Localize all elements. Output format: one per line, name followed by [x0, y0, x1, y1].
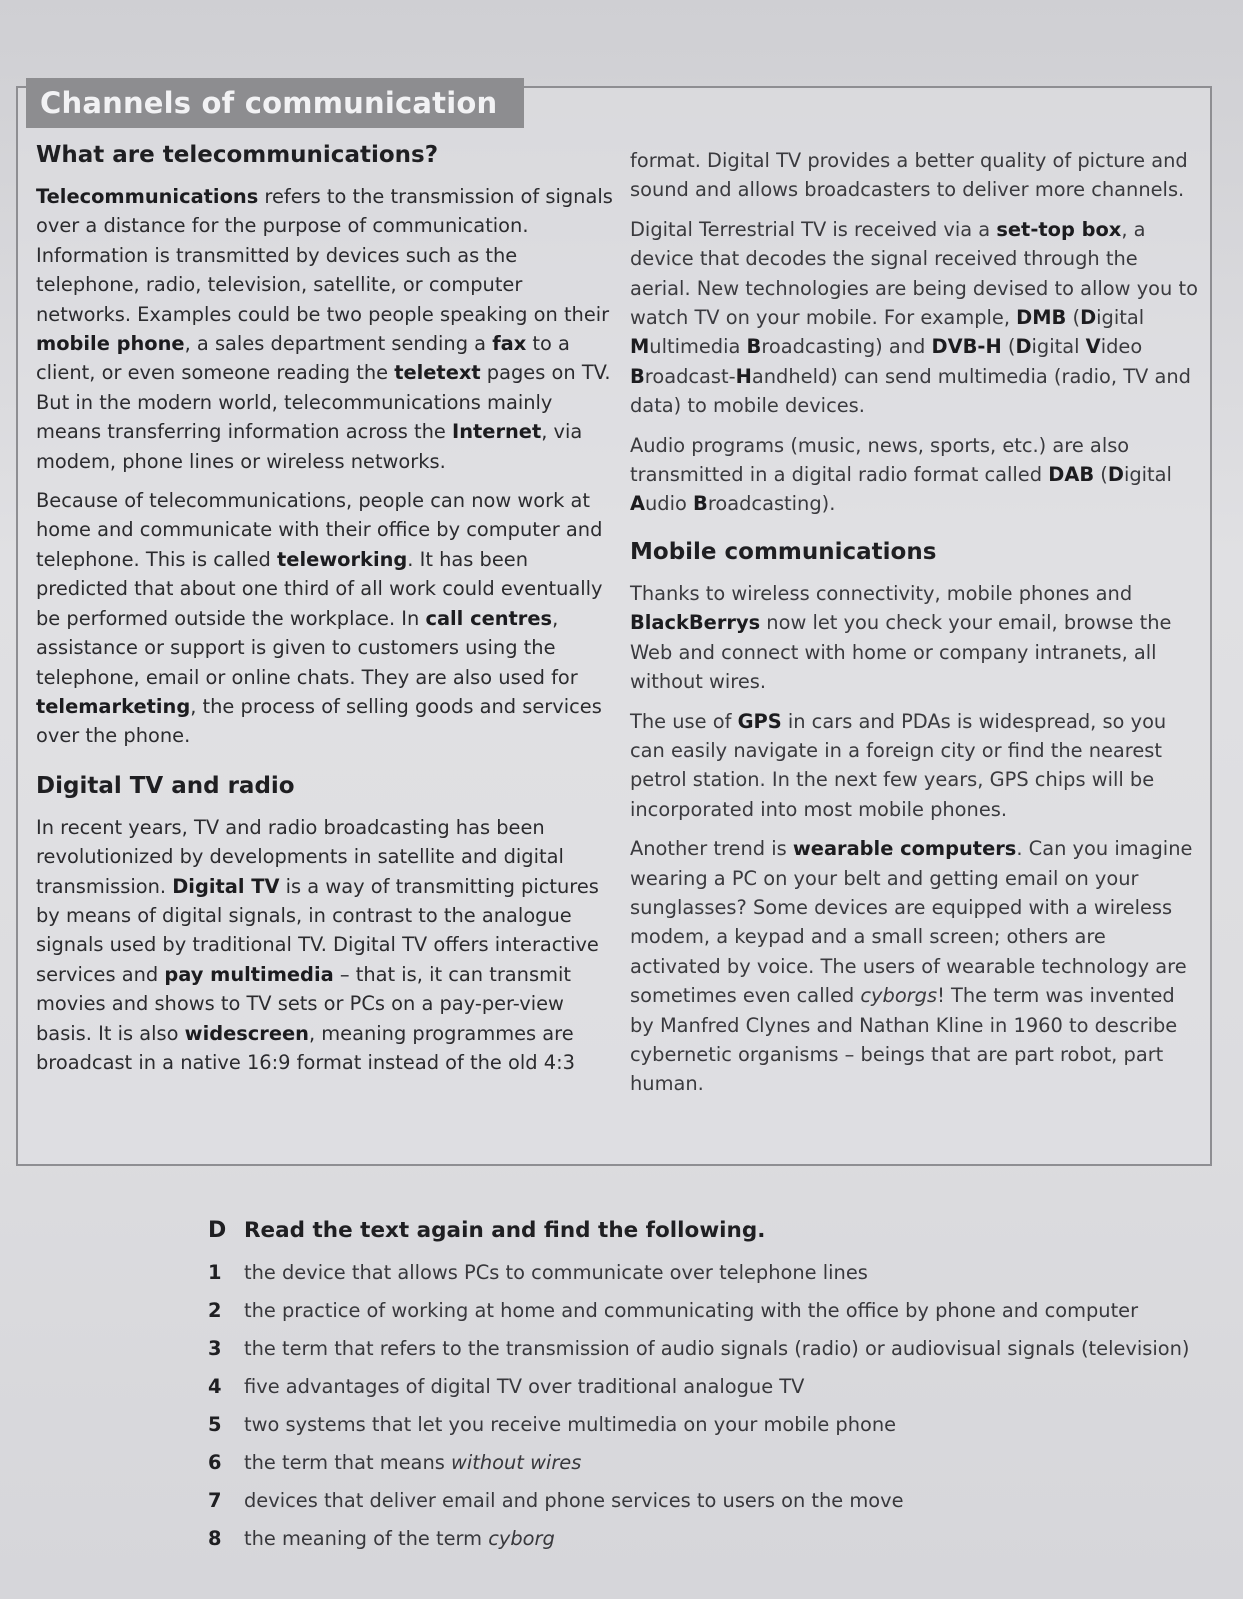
- paragraph-digital-tv-1-cont: format. Digital TV provides a better quality of picture and sound and allows broadcasters to deliver more channels.: [630, 149, 1188, 202]
- heading-digital-tv: Digital TV and radio: [36, 772, 295, 799]
- exercise-letter: D: [208, 1218, 227, 1243]
- exercise-item: 5 two systems that let you receive multimedia on your mobile phone: [208, 1412, 897, 1436]
- box-title: Channels of communication: [26, 78, 524, 128]
- paragraph-telecom-1: Telecommunications refers to the transmission of signals over a distance for the purpose of communication. Information is transmitted by devices such as the telephone, radio, television, satellite, or computer networks. Examples could be two people speaking on their mobile phone, a sales department sending a fax to a client, or even someone reading the teletext pages on TV. But in the modern world, telecommunications mainly means transferring information across the Internet, via modem, phone lines or wireless networks.: [36, 185, 613, 473]
- heading-mobile-communications: Mobile communications: [630, 538, 937, 565]
- paragraph-digital-tv-2: Digital Terrestrial TV is received via a set-top box, a device that decodes the signal received through the aerial. New technologies are being devised to allow you to watch TV on your mobile. For example, DMB (Digital Multimedia Broadcasting) and DVB-H (Digital Video Broadcast-Handheld) can send multimedia (radio, TV and data) to mobile devices.: [630, 217, 1198, 418]
- left-column: [36, 138, 616, 1087]
- paragraph-digital-tv-1: In recent years, TV and radio broadcasting has been revolutionized by developments in satellite and digital transmission. Digital TV is a way of transmitting pictures by means of digital signals, in contrast to the analogue signals used by traditional TV. Digital TV offers interactive services and pay multimedia – that is, it can transmit movies and shows to TV sets or PCs on a pay-per-view basis. It is also widescreen, meaning programmes are broadcast in a native 16:9 format instead of the old 4:3: [36, 815, 599, 1074]
- exercise-item: 7 devices that deliver email and phone services to users on the move: [208, 1488, 904, 1512]
- exercise-title: Read the text again and find the following.: [244, 1218, 766, 1243]
- paragraph-digital-radio: Audio programs (music, news, sports, etc.) are also transmitted in a digital radio format called DAB (Digital Audio Broadcasting).: [630, 433, 1172, 516]
- exercise-header: [208, 1218, 1208, 1243]
- exercise-item: 3 the term that refers to the transmission of audio signals (radio) or audiovisual signals (television): [208, 1336, 1190, 1360]
- paragraph-mobile-3: Another trend is wearable computers. Can you imagine wearing a PC on your belt and getting email on your sunglasses? Some devices are equipped with a wireless modem, a keypad and a small screen; others are activated by voice. The users of wearable technology are sometimes even called cyborgs! The term was invented by Manfred Clynes and Nathan Kline in 1960 to describe cybernetic organisms – beings that are part robot, part human.: [630, 837, 1193, 1096]
- paragraph-mobile-1: Thanks to wireless connectivity, mobile phones and BlackBerrys now let you check your email, browse the Web and connect with home or company intranets, all without wires.: [630, 581, 1172, 694]
- exercise-item: 1 the device that allows PCs to communicate over telephone lines: [208, 1260, 868, 1284]
- exercise-item: 6 the term that means without wires: [208, 1450, 582, 1474]
- exercise-item: 8 the meaning of the term cyborg: [208, 1526, 555, 1550]
- right-column: [630, 146, 1200, 1109]
- exercise-item: 2 the practice of working at home and communicating with the office by phone and computer: [208, 1298, 1139, 1322]
- paragraph-mobile-2: The use of GPS in cars and PDAs is widespread, so you can easily navigate in a foreign city or find the nearest petrol station. In the next few years, GPS chips will be incorporated into most mobile phones.: [630, 709, 1167, 821]
- paragraph-telecom-2: Because of telecommunications, people can now work at home and communicate with their office by computer and telephone. This is called teleworking. It has been predicted that about one third of all work could eventually be performed outside the workplace. In call centres, assistance or support is given to customers using the telephone, email or online chats. They are also used for telemarketing, the process of selling goods and services over the phone.: [36, 489, 603, 748]
- exercise-item: 4 five advantages of digital TV over traditional analogue TV: [208, 1374, 805, 1398]
- heading-telecommunications: What are telecommunications?: [36, 142, 439, 168]
- exercise-d: [208, 1218, 1208, 1557]
